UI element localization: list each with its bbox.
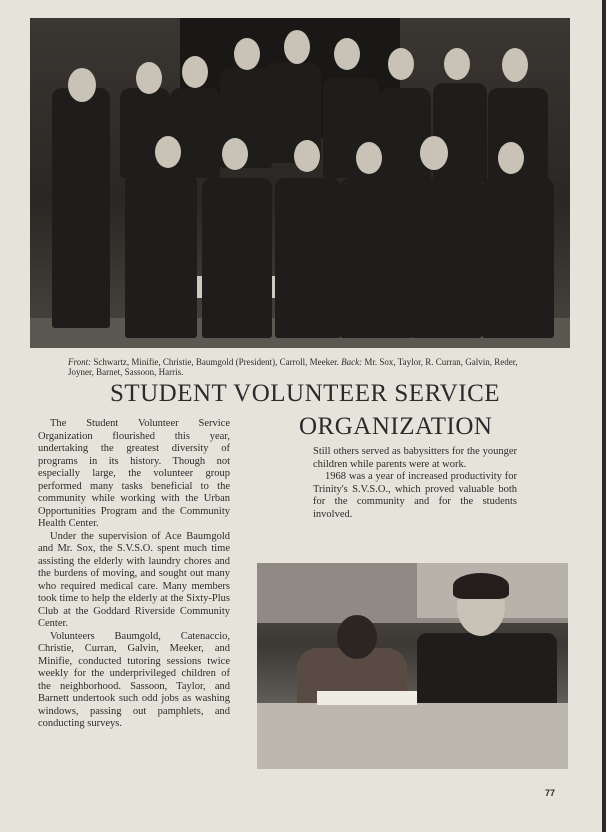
person-head (182, 56, 208, 88)
person-head (334, 38, 360, 70)
person (202, 178, 272, 338)
page-edge (602, 0, 606, 832)
person-head (444, 48, 470, 80)
page-title-line-1: STUDENT VOLUNTEER SERVICE (109, 380, 501, 407)
person-head (234, 38, 260, 70)
page-number: 77 (545, 788, 556, 798)
tutor-hair (453, 573, 509, 599)
person-head (68, 68, 96, 102)
tutor (417, 633, 557, 713)
paragraph: Volunteers Baumgold, Catenaccio, Christie, Curran, Galvin, Meeker, and Minifie, conducted tutoring sessions twice weekly for the underprivileged children of the neighborhood. Sassoon, Taylor, and Barnett undertook such odd jobs as washing windows, passing out pamphlets, and conducting surveys. (38, 630, 230, 729)
person-head (136, 62, 162, 94)
person (340, 178, 412, 338)
person (170, 88, 220, 178)
person (52, 88, 110, 328)
person-head (294, 140, 320, 172)
caption-front-label: Front: (68, 357, 92, 367)
person-head (222, 138, 248, 170)
caption-back-label: Back: (341, 357, 363, 367)
paragraph: The Student Volunteer Service Organization flourished this year, undertaking the greatest diversity of programs in its history. Though not especially large, the volunteer group performed many tasks beneficial to the community while working with the Urban Opportunities Program and the Community Health Center. (38, 418, 230, 529)
person (379, 88, 431, 188)
person (482, 178, 554, 338)
caption-front-text: Schwartz, Minifie, Christie, Baumgold (President), Carroll, Meeker. (91, 357, 342, 367)
person (275, 178, 341, 338)
person-head (498, 142, 524, 174)
paragraph: Still others served as babysitters for the younger children while parents were at work. (313, 446, 517, 470)
tutoring-photo (257, 563, 568, 769)
paragraph: Under the supervision of Ace Baumgold and Mr. Sox, the S.V.S.O. spent much time assisting the elderly with laundry chores and the burdens of moving, and sought out many who required medical care. Many members took time to help the elderly at the Sixty-Plus Club at the Goddard Riverside Community Center. (38, 530, 230, 629)
person (410, 178, 482, 338)
right-column (313, 446, 517, 521)
desk (257, 703, 568, 769)
child-head (337, 615, 377, 659)
person-head (420, 136, 448, 170)
person-head (155, 136, 181, 168)
book (317, 691, 417, 705)
group-photo (30, 18, 570, 348)
caption-back-text: Mr. Sox, Taylor, R. Curran, Galvin, Reder, Joyner, Barnet, Sassoon, Harris. (68, 357, 518, 377)
person-head (388, 48, 414, 80)
person-head (284, 30, 310, 64)
page-title-line-2: ORGANIZATION (299, 413, 493, 440)
person-head (502, 48, 528, 82)
person (125, 173, 197, 338)
paragraph: 1968 was a year of increased productivity for Trinity's S.V.S.O., which proved valuable both for the community and for the students involved. (313, 471, 517, 520)
person-head (356, 142, 382, 174)
person (433, 83, 487, 183)
photo-caption (68, 357, 538, 377)
left-column (38, 418, 230, 731)
